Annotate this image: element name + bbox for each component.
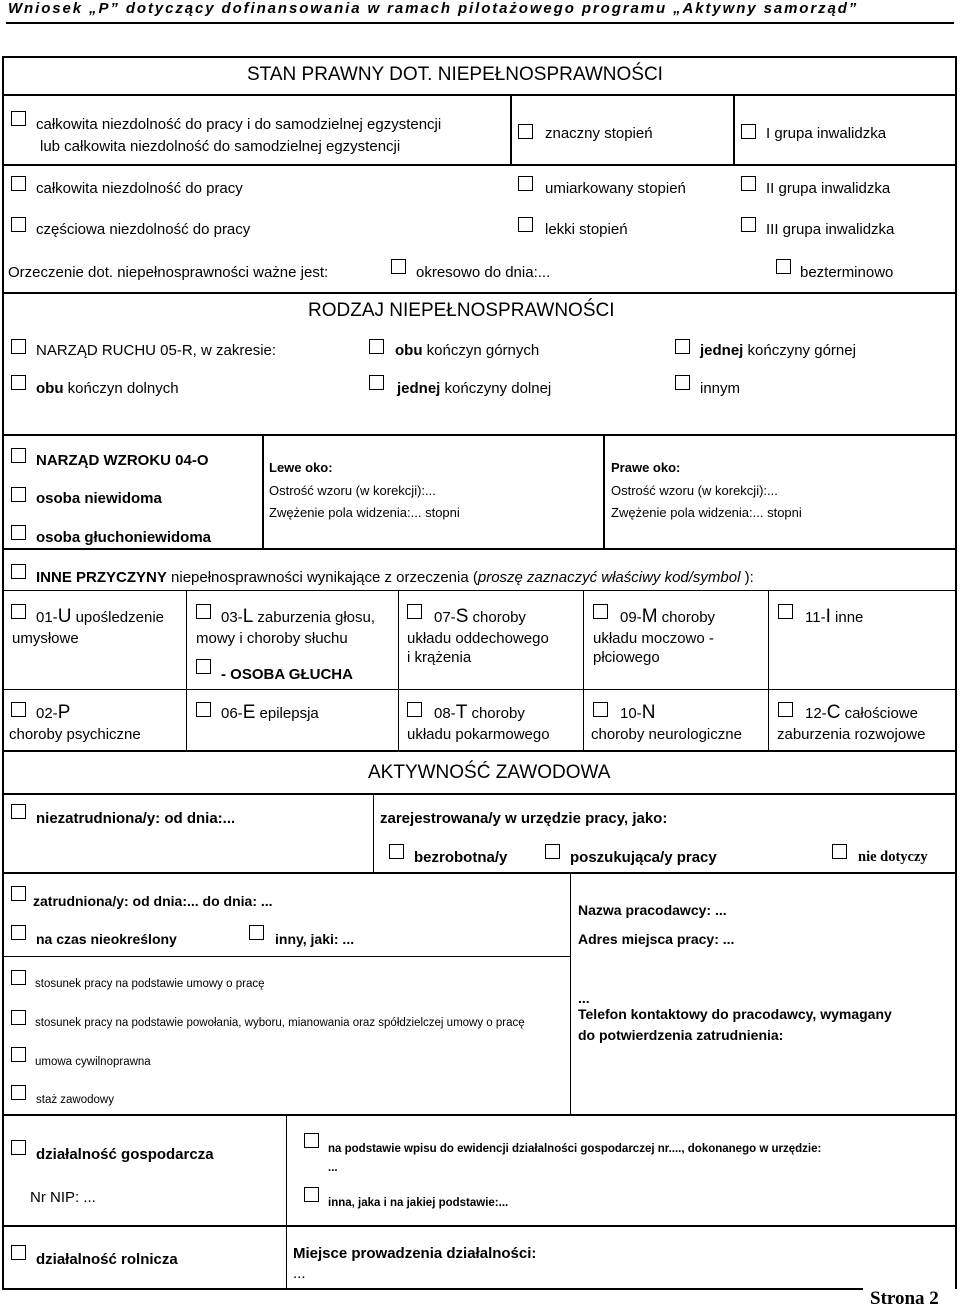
divider xyxy=(2,94,956,96)
checkbox-nie-dotyczy[interactable] xyxy=(832,844,847,859)
divider xyxy=(2,548,956,550)
checkbox-obu-gorne[interactable] xyxy=(369,339,384,354)
label-obu-dolne-bold: obu xyxy=(36,380,64,397)
label-row2: całkowita niezdolność do pracy xyxy=(36,180,243,197)
checkbox-code-07[interactable] xyxy=(407,604,422,619)
code-09-num: 09- xyxy=(620,609,642,626)
label-adres: Adres miejsca pracy: ... xyxy=(578,931,735,947)
label-nie-dotyczy: nie dotyczy xyxy=(858,849,928,865)
checkbox-inna-podstawa[interactable] xyxy=(304,1187,319,1202)
label-obu-gorne-text: kończyn górnych xyxy=(422,342,540,359)
label-code-02-line2: choroby psychiczne xyxy=(9,726,141,743)
label-telefon1: Telefon kontaktowy do pracodawcy, wymagany xyxy=(578,1006,892,1022)
label-code-11 xyxy=(805,606,863,628)
label-code-02 xyxy=(36,702,70,724)
checkbox-inne-przyczyny[interactable] xyxy=(11,564,26,579)
code-07-letter: S xyxy=(455,606,469,627)
label-cywilnoprawna: umowa cywilnoprawna xyxy=(35,1056,151,1068)
code-11-text: inne xyxy=(830,609,864,626)
divider xyxy=(286,1226,287,1288)
label-umiarkowany: umiarkowany stopień xyxy=(545,180,686,197)
divider xyxy=(733,95,735,165)
label-jednej-dolna xyxy=(397,380,551,397)
checkbox-grupa3[interactable] xyxy=(741,217,756,232)
label-wpis2: ... xyxy=(328,1162,338,1174)
label-osoba-glucha: - OSOBA GŁUCHA xyxy=(221,666,353,683)
label-gluchoniewidoma: osoba głuchoniewidoma xyxy=(36,529,212,546)
label-code-09-line3: płciowego xyxy=(593,649,660,666)
checkbox-stosunek-umowa[interactable] xyxy=(11,970,26,985)
divider xyxy=(603,435,605,549)
label-obu-dolne xyxy=(36,380,179,397)
checkbox-grupa1[interactable] xyxy=(741,124,756,139)
code-09-letter: M xyxy=(641,606,658,627)
label-jednej-gorna-bold: jednej xyxy=(700,342,744,359)
checkbox-code-09[interactable] xyxy=(593,604,608,619)
divider xyxy=(583,590,584,750)
divider xyxy=(2,793,956,795)
label-stosunek-powolanie: stosunek pracy na podstawie powołania, wyboru, mianowania oraz spółdzielczej umowy o pracę xyxy=(35,1017,525,1029)
divider xyxy=(262,435,264,549)
label-code-07-line3: i krążenia xyxy=(407,649,472,666)
checkbox-narzad-ruchu[interactable] xyxy=(11,339,26,354)
label-znaczny: znaczny stopień xyxy=(545,125,653,142)
checkbox-dzialalnosc-rolnicza[interactable] xyxy=(11,1245,26,1260)
divider xyxy=(398,590,399,750)
checkbox-obu-dolne[interactable] xyxy=(11,375,26,390)
checkbox-code-08[interactable] xyxy=(407,702,422,717)
label-obu-gorne xyxy=(395,342,539,359)
label-code-10 xyxy=(620,702,655,724)
code-03-num: 03- xyxy=(221,609,243,626)
label-row3: częściowa niezdolność do pracy xyxy=(36,221,251,238)
label-code-09-line2: układu moczowo - xyxy=(593,630,714,647)
code-06-letter: E xyxy=(242,702,256,723)
label-dots: ... xyxy=(578,990,590,1006)
checkbox-poszukujaca[interactable] xyxy=(545,844,560,859)
label-code-03 xyxy=(221,606,375,628)
label-code-01 xyxy=(36,606,164,628)
code-07-num: 07- xyxy=(434,609,456,626)
label-inne-bold: INNE PRZYCZYNY xyxy=(36,569,167,586)
code-08-num: 08- xyxy=(434,705,456,722)
label-prawe-ostrosc: Ostrość wzoru (w korekcji):... xyxy=(611,483,778,498)
code-01-text: upośledzenie xyxy=(71,609,164,626)
label-code-08-line2: układu pokarmowego xyxy=(407,726,550,743)
frame-top xyxy=(2,56,956,58)
checkbox-czesciowa[interactable] xyxy=(11,217,26,232)
checkbox-inny[interactable] xyxy=(249,925,264,940)
divider xyxy=(2,292,956,294)
checkbox-innym[interactable] xyxy=(675,375,690,390)
checkbox-okresowo[interactable] xyxy=(391,259,406,274)
label-prawe-oko: Prawe oko: xyxy=(611,460,681,475)
label-lewe-zwezenie: Zwężenie pola widzenia:... stopni xyxy=(269,505,460,520)
label-code-09 xyxy=(620,606,715,628)
checkbox-code-06[interactable] xyxy=(196,702,211,717)
label-staz: staż zawodowy xyxy=(36,1094,114,1106)
divider xyxy=(186,590,187,750)
divider xyxy=(2,872,956,874)
divider xyxy=(570,873,571,1114)
label-inna-podstawa: inna, jaka i na jakiej podstawie:... xyxy=(328,1197,509,1209)
label-dzialalnosc-gospodarcza: działalność gospodarcza xyxy=(36,1146,214,1163)
frame-left xyxy=(2,56,4,1289)
label-niewidoma: osoba niewidoma xyxy=(36,490,162,507)
code-11-letter: I xyxy=(825,606,831,627)
checkbox-gluchoniewidoma[interactable] xyxy=(11,525,26,540)
label-grupa2: II grupa inwalidzka xyxy=(766,180,891,197)
divider xyxy=(373,793,374,873)
label-zarejestrowana: zarejestrowana/y w urzędzie pracy, jako: xyxy=(380,810,668,827)
label-okresowo: okresowo do dnia:... xyxy=(416,264,551,281)
code-06-num: 06- xyxy=(221,705,243,722)
checkbox-niewidoma[interactable] xyxy=(11,487,26,502)
label-lewe-ostrosc: Ostrość wzoru (w korekcji):... xyxy=(269,483,436,498)
label-telefon2: do potwierdzenia zatrudnienia: xyxy=(578,1027,784,1043)
label-orzeczenie: Orzeczenie dot. niepełnosprawności ważne jest: xyxy=(8,264,329,281)
label-code-12-line2: zaburzenia rozwojowe xyxy=(777,726,926,743)
label-inne-text: niepełnosprawności wynikające z orzeczenia ( xyxy=(166,569,478,586)
checkbox-narzad-wzroku[interactable] xyxy=(11,448,26,463)
checkbox-calkowita-praca[interactable] xyxy=(11,176,26,191)
divider xyxy=(2,1225,956,1227)
code-02-num: 02- xyxy=(36,705,58,722)
section-title-stan: STAN PRAWNY DOT. NIEPEŁNOSPRAWNOŚCI xyxy=(247,64,663,85)
divider xyxy=(2,164,956,166)
label-obu-gorne-bold: obu xyxy=(395,342,423,359)
label-code-07-line2: układu oddechowego xyxy=(407,630,549,647)
checkbox-dzialalnosc-gospodarcza[interactable] xyxy=(11,1140,26,1155)
label-jednej-gorna-text: kończyny górnej xyxy=(743,342,856,359)
checkbox-stosunek-powolanie[interactable] xyxy=(11,1010,26,1025)
label-bezrobotna: bezrobotna/y xyxy=(414,849,508,866)
label-code-07 xyxy=(434,606,526,628)
label-stosunek-umowa: stosunek pracy na podstawie umowy o pracę xyxy=(35,978,265,990)
label-nieokreslony: na czas nieokreślony xyxy=(36,931,177,947)
label-nip: Nr NIP: ... xyxy=(30,1189,96,1206)
label-lekki: lekki stopień xyxy=(545,221,628,238)
checkbox-bezterminowo[interactable] xyxy=(776,259,791,274)
label-bezterminowo: bezterminowo xyxy=(800,264,894,281)
label-nazwa-pracodawcy: Nazwa pracodawcy: ... xyxy=(578,902,727,918)
label-zatrudniona: zatrudniona/y: od dnia:... do dnia: ... xyxy=(33,893,273,909)
section-title-aktywnosc: AKTYWNOŚĆ ZAWODOWA xyxy=(368,762,611,783)
checkbox-code-01[interactable] xyxy=(11,604,26,619)
label-inny: inny, jaki: ... xyxy=(275,931,355,947)
code-03-letter: L xyxy=(242,606,254,627)
code-08-letter: T xyxy=(455,702,468,723)
checkbox-code-12[interactable] xyxy=(778,702,793,717)
label-jednej-gorna xyxy=(700,342,856,359)
label-inne-przyczyny xyxy=(36,569,754,586)
checkbox-jednej-dolna[interactable] xyxy=(369,375,384,390)
code-01-num: 01- xyxy=(36,609,58,626)
label-wpis1: na podstawie wpisu do ewidencji działalności gospodarczej nr...., dokonanego w urzędzie: xyxy=(328,1143,822,1155)
label-narzad-ruchu: NARZĄD RUCHU 05-R, w zakresie: xyxy=(36,342,277,359)
divider xyxy=(2,750,956,752)
checkbox-code-03[interactable] xyxy=(196,604,211,619)
code-12-num: 12- xyxy=(805,705,827,722)
divider xyxy=(286,1115,287,1225)
checkbox-nieokreslony[interactable] xyxy=(11,925,26,940)
checkbox-calkowita-egzystencja[interactable] xyxy=(11,111,26,126)
divider xyxy=(2,689,956,690)
label-inne-end: ): xyxy=(740,569,754,586)
label-miejsce-dots: ... xyxy=(293,1265,306,1282)
checkbox-znaczny[interactable] xyxy=(518,124,533,139)
header-rule xyxy=(6,22,954,24)
label-code-06 xyxy=(221,702,319,724)
checkbox-osoba-glucha[interactable] xyxy=(196,659,211,674)
label-niezatrudniona: niezatrudniona/y: od dnia:... xyxy=(36,810,236,827)
checkbox-umiarkowany[interactable] xyxy=(518,176,533,191)
page-number: Strona 2 xyxy=(870,1288,939,1309)
divider xyxy=(2,1288,863,1290)
label-inne-italic: proszę zaznaczyć właściwy kod/symbol xyxy=(477,569,741,586)
document-header: Wniosek „P” dotyczący dofinansowania w ramach pilotażowego programu „Aktywny samorząd” xyxy=(8,0,859,17)
label-code-03-line2: mowy i choroby słuchu xyxy=(196,630,348,647)
code-02-letter: P xyxy=(57,702,71,723)
divider xyxy=(2,1114,956,1116)
checkbox-niezatrudniona[interactable] xyxy=(11,804,26,819)
checkbox-bezrobotna[interactable] xyxy=(389,844,404,859)
label-prawe-zwezenie: Zwężenie pola widzenia:... stopni xyxy=(611,505,802,520)
divider xyxy=(510,95,512,165)
code-01-letter: U xyxy=(57,606,72,627)
checkbox-staz[interactable] xyxy=(11,1085,26,1100)
label-dzialalnosc-rolnicza: działalność rolnicza xyxy=(36,1251,178,1268)
label-code-10-line2: choroby neurologiczne xyxy=(591,726,742,743)
frame-right xyxy=(955,56,957,1289)
checkbox-wpis-ewidencja[interactable] xyxy=(304,1133,319,1148)
code-03-text: zaburzenia głosu, xyxy=(253,609,376,626)
label-jednej-dolna-text: kończyny dolnej xyxy=(440,380,552,397)
checkbox-lekki[interactable] xyxy=(518,217,533,232)
label-row1b: lub całkowita niezdolność do samodzielnej egzystencji xyxy=(40,138,401,155)
code-12-text: całościowe xyxy=(840,705,918,722)
code-10-letter: N xyxy=(641,702,656,723)
checkbox-grupa2[interactable] xyxy=(741,176,756,191)
code-10-num: 10- xyxy=(620,705,642,722)
checkbox-code-02[interactable] xyxy=(11,702,26,717)
code-06-text: epilepsja xyxy=(255,705,319,722)
label-innym: innym xyxy=(700,380,741,397)
label-obu-dolne-text: kończyn dolnych xyxy=(63,380,179,397)
divider xyxy=(2,590,956,591)
section-title-rodzaj: RODZAJ NIEPEŁNOSPRAWNOŚCI xyxy=(308,300,615,321)
code-08-text: choroby xyxy=(467,705,525,722)
label-row1a: całkowita niezdolność do pracy i do samodzielnej egzystencji xyxy=(36,116,442,133)
label-grupa1: I grupa inwalidzka xyxy=(766,125,887,142)
checkbox-code-11[interactable] xyxy=(778,604,793,619)
code-07-text: choroby xyxy=(468,609,526,626)
label-lewe-oko: Lewe oko: xyxy=(269,460,333,475)
divider xyxy=(2,434,956,436)
label-miejsce: Miejsce prowadzenia działalności: xyxy=(293,1245,537,1262)
checkbox-zatrudniona[interactable] xyxy=(11,886,26,901)
code-09-text: choroby xyxy=(657,609,716,626)
label-poszukujaca: poszukująca/y pracy xyxy=(570,849,717,866)
label-code-01-line2: umysłowe xyxy=(12,630,79,647)
label-narzad-wzroku: NARZĄD WZROKU 04-O xyxy=(36,452,209,469)
checkbox-jednej-gorna[interactable] xyxy=(675,339,690,354)
label-jednej-dolna-bold: jednej xyxy=(397,380,441,397)
code-12-letter: C xyxy=(826,702,841,723)
divider xyxy=(2,956,570,957)
checkbox-cywilnoprawna[interactable] xyxy=(11,1047,26,1062)
label-code-12 xyxy=(805,702,918,724)
divider xyxy=(768,590,769,750)
label-grupa3: III grupa inwalidzka xyxy=(766,221,895,238)
checkbox-code-10[interactable] xyxy=(593,702,608,717)
code-11-num: 11- xyxy=(805,609,826,626)
label-code-08 xyxy=(434,702,525,724)
